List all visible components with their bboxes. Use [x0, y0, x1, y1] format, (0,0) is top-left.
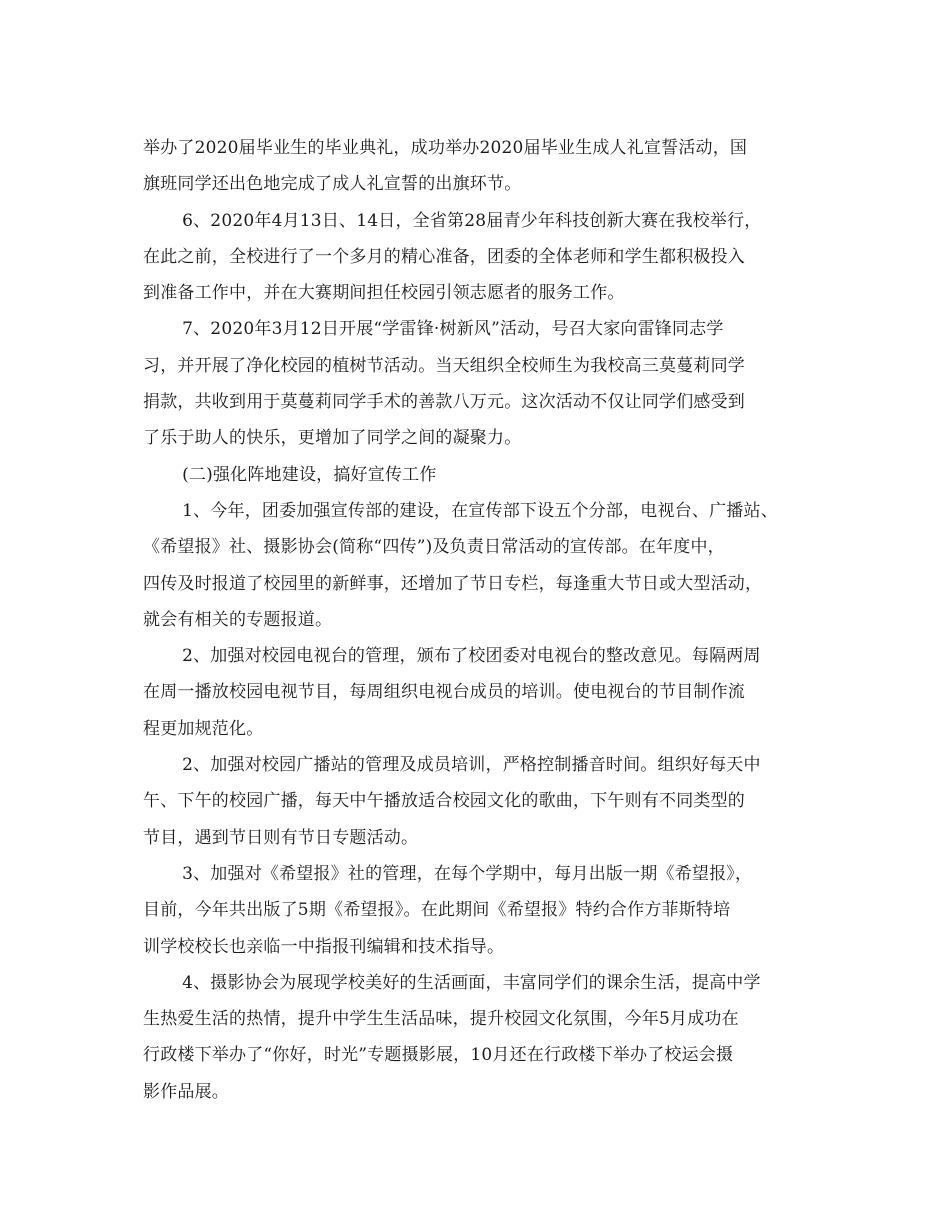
text-line: 6、2020年4月13日、14日，全省第28届青少年科技创新大赛在我校举行，: [182, 210, 762, 231]
text-line: 在周一播放校园电视节目，每周组织电视台成员的培训。使电视台的节目制作流: [143, 682, 745, 703]
paragraph-item-2-radio: [143, 747, 850, 856]
text-line: 生热爱生活的热情，提升中学生生活品味，提升校园文化氛围，今年5月成功在: [143, 1009, 739, 1030]
text-line: 旗班同学还出色地完成了成人礼宣誓的出旗环节。: [143, 174, 522, 195]
text-line: 捐款，共收到用于莫蔓莉同学手术的善款八万元。这次活动不仅让同学们感受到: [143, 392, 745, 413]
paragraph-graduation: [143, 130, 850, 203]
text-line: 午、下午的校园广播，每天中午播放适合校园文化的歌曲，下午则有不同类型的: [143, 791, 745, 812]
text-line: 在此之前，全校进行了一个多月的精心准备，团委的全体老师和学生都积极投入: [143, 246, 745, 267]
section-heading: [143, 457, 850, 493]
text-line: 7、2020年3月12日开展“学雷锋·树新风”活动，号召大家向雷锋同志学: [182, 319, 724, 340]
paragraph-item-6: [143, 203, 850, 312]
text-line: 训学校校长也亲临一中指报刊编辑和技术指导。: [143, 936, 505, 957]
paragraph-item-2-tv: [143, 638, 850, 747]
heading-text: (二)强化阵地建设，搞好宣传工作: [182, 464, 437, 485]
text-line: 2、加强对校园广播站的管理及成员培训，严格控制播音时间。组织好每天中: [182, 755, 761, 776]
text-line: 了乐于助人的快乐，更增加了同学之间的凝聚力。: [143, 428, 522, 449]
text-line: 习，并开展了净化校园的植树节活动。当天组织全校师生为我校高三莫蔓莉同学: [143, 355, 745, 376]
text-line: 3、加强对《希望报》社的管理，在每个学期中，每月出版一期《希望报》，: [182, 863, 753, 884]
text-line: 就会有相关的专题报道。: [143, 609, 333, 630]
text-line: 节目，遇到节日则有节日专题活动。: [143, 827, 419, 848]
text-line: 4、摄影协会为展现学校美好的生活画面，丰富同学们的课余生活，提高中学: [182, 972, 761, 993]
paragraph-item-4: [143, 965, 850, 1110]
text-line: 举办了2020届毕业生的毕业典礼，成功举办2020届毕业生成人礼宣誓活动，国: [143, 138, 748, 158]
paragraph-item-3: [143, 856, 850, 965]
text-line: 影作品展。: [143, 1081, 229, 1102]
paragraph-item-1: [143, 493, 850, 638]
text-line: 《希望报》社、摄影协会(简称“四传”)及负责日常活动的宣传部。在年度中，: [143, 537, 725, 558]
text-line: 行政楼下举办了“你好，时光”专题摄影展，10月还在行政楼下举办了校运会摄: [143, 1045, 734, 1066]
text-line: 到准备工作中，并在大赛期间担任校园引领志愿者的服务工作。: [143, 283, 625, 304]
text-line: 四传及时报道了校园里的新鲜事，还增加了节日专栏，每逢重大节日或大型活动，: [143, 573, 763, 594]
text-line: 目前，今年共出版了5期《希望报》。在此期间《希望报》特约合作方菲斯特培: [143, 900, 731, 921]
text-line: 1、今年，团委加强宣传部的建设，在宣传部下设五个分部，电视台、广播站、: [182, 500, 778, 521]
text-line: 程更加规范化。: [143, 718, 264, 739]
paragraph-item-7: [143, 311, 850, 456]
text-line: 2、加强对校园电视台的管理，颁布了校团委对电视台的整改意见。每隔两周: [182, 646, 761, 667]
